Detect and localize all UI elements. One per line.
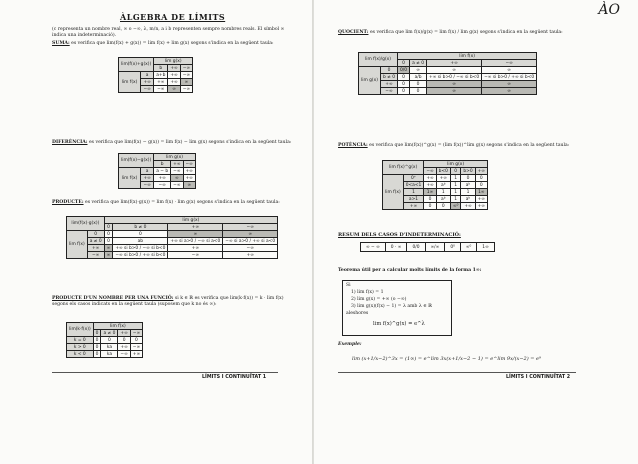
quocient-heading: QUOCIENT:: [338, 30, 369, 35]
exemple-equation: lim (x+1/x−2)^3x = (1∞) = e^lim 3x(x+1/x−2 − 1) = e^lim 9x/(x−2) = e⁹: [352, 356, 542, 362]
table-row-label: 0: [380, 67, 397, 74]
table-cell: ∞: [410, 67, 427, 74]
table-cell: aᵇ: [461, 196, 475, 203]
table-cell: ∞: [427, 67, 482, 74]
teorema-box: [342, 280, 452, 336]
table-col: a ≠ 0: [410, 60, 427, 67]
page-fold: [312, 0, 314, 464]
table-cell: +∞: [168, 79, 180, 86]
left-page: [0, 0, 300, 464]
table-col: −∞: [482, 60, 537, 67]
table-cell: 0: [130, 337, 142, 344]
table-cell: −∞: [180, 72, 192, 79]
table-col: +∞: [427, 60, 482, 67]
table-row-label: +∞: [141, 79, 154, 86]
table-col: +∞: [168, 224, 223, 231]
table-top-header: lim f(x): [93, 323, 142, 330]
table-corner: lim f(x)/g(x): [359, 53, 398, 67]
diferencia-heading: DIFERÈNCIA:: [52, 140, 88, 145]
table-row-label: b ≠ 0: [380, 74, 397, 81]
producte-numero-table: [66, 322, 143, 358]
table-top-header: lim g(x): [154, 58, 193, 65]
table-cell: 0: [101, 337, 118, 344]
table-cell: −∞: [154, 182, 171, 189]
table-row-header: lim f(x): [67, 231, 88, 259]
table-cell: +∞ si a>0 / −∞ si a<0: [168, 238, 223, 245]
indeterminacy-case: 0/0: [407, 243, 425, 252]
diferencia-table: [118, 153, 196, 189]
table-corner: lim(f(x)·g(x)): [67, 217, 105, 231]
table-cell: +∞: [475, 203, 487, 210]
table-cell: +∞: [183, 175, 195, 182]
table-col: b<0: [436, 168, 450, 175]
table-cell: 0/0: [398, 67, 410, 74]
table-row-label: −∞: [141, 86, 154, 93]
table-col: −∞: [130, 330, 142, 337]
right-page: [322, 0, 638, 464]
teorema-result: lim f(x)^g(x) = e^λ: [373, 321, 425, 327]
teorema-line: 1) lim f(x) = 1: [351, 290, 384, 295]
potencia-table: [382, 160, 488, 210]
table-cell: −∞: [154, 86, 168, 93]
table-cell: +∞ si b>0 / −∞ si b<0: [113, 245, 168, 252]
table-row-header: lim f(x): [119, 168, 141, 189]
table-cell: aᵇ: [436, 196, 450, 203]
table-cell: ∞: [223, 231, 278, 238]
table-cell: ∞: [168, 231, 223, 238]
page-footer: LÍMITS I CONTINUÏTAT 2: [506, 375, 571, 380]
table-cell: 0: [410, 88, 427, 95]
table-cell: ∞: [427, 81, 482, 88]
diferencia-text: es verifica que lim(f(x) − g(x)) = lim f(x) − lim g(x) segons s'indica en la següent taula:: [88, 140, 292, 145]
indeterminacy-case: 0⁰: [445, 243, 461, 252]
table-cell: 1: [436, 189, 450, 196]
producte-heading: PRODUCTE:: [52, 200, 84, 205]
table-row-label: −∞: [141, 182, 154, 189]
table-col: b: [154, 65, 168, 72]
table-cell: +∞: [436, 175, 450, 182]
table-cell: 0: [104, 238, 113, 245]
indeterminacy-case: ∞ − ∞: [361, 243, 386, 252]
table-cell: 0: [475, 182, 487, 189]
table-row-label: +∞: [380, 81, 397, 88]
table-cell: +∞: [461, 203, 475, 210]
table-col: 0: [104, 224, 113, 231]
table-cell: 0: [424, 203, 436, 210]
table-cell: 0: [113, 231, 168, 238]
table-cell: ∞: [104, 252, 113, 259]
table-cell: 0: [398, 74, 410, 81]
table-cell: 1: [450, 196, 460, 203]
table-row-label: 0<a<1: [403, 182, 424, 189]
table-row-label: a ≠ 0: [87, 238, 104, 245]
table-col: 0: [398, 60, 410, 67]
table-col: b: [154, 161, 171, 168]
table-cell: 0: [461, 175, 475, 182]
table-cell: +∞: [154, 175, 171, 182]
table-row-label: 1: [403, 189, 424, 196]
table-row-label: +∞: [403, 203, 424, 210]
table-cell: aᵇ: [461, 182, 475, 189]
table-col: +∞: [171, 161, 183, 168]
table-cell: 0: [410, 81, 427, 88]
table-cell: −∞ si a>0 / +∞ si a<0: [223, 238, 278, 245]
table-cell: 0: [104, 231, 113, 238]
table-row-label: +∞: [141, 175, 154, 182]
table-cell: ∞: [482, 88, 537, 95]
table-corner: lim(k·f(x)): [67, 323, 94, 337]
producte-numero-section: [52, 296, 292, 308]
table-col: a ≠ 0: [101, 330, 118, 337]
table-cell: −∞ si b>0 / +∞ si b<0: [482, 74, 537, 81]
teorema-line: aleshores: [346, 311, 369, 316]
quocient-table: [358, 52, 537, 95]
table-corner: lim(f(x)−g(x)): [119, 154, 154, 168]
table-cell: 0: [93, 337, 101, 344]
table-cell: 0: [93, 351, 101, 358]
table-top-header: lim f(x): [398, 53, 537, 60]
table-col: +∞: [168, 65, 180, 72]
table-cell: 1: [450, 175, 460, 182]
potencia-text: es verifica que lim(f(x))^g(x) = (lim f(x))^lim g(x) segons s'indica en la següent taula:: [369, 143, 570, 148]
table-cell: +∞: [183, 168, 195, 175]
table-cell: 0: [398, 88, 410, 95]
table-row-label: a>1: [403, 196, 424, 203]
table-cell: ka: [101, 344, 118, 351]
teorema-line: Si: [346, 283, 351, 288]
table-top-header: lim g(x): [104, 217, 277, 224]
teorema-line: 3) lim g(x)(f(x) − 1) = λ amb λ ∈ ℝ: [351, 304, 432, 309]
indeterminacy-case: ∞⁰: [460, 243, 476, 252]
table-cell: 1: [450, 189, 460, 196]
table-cell: 1∞: [424, 189, 436, 196]
table-cell: −∞: [168, 252, 223, 259]
teorema-line: 2) lim g(x) = +∞ (o −∞): [351, 297, 407, 302]
table-cell: 0: [118, 337, 130, 344]
table-col: b ≠ 0: [113, 224, 168, 231]
resum-heading: RESUM DELS CASOS D'INDETERMINACIÓ:: [338, 232, 461, 238]
table-cell: aᵇ: [436, 182, 450, 189]
table-cell: 0: [398, 81, 410, 88]
table-cell: +∞: [168, 245, 223, 252]
table-row-label: a: [141, 168, 154, 175]
table-cell: ∞: [183, 182, 195, 189]
table-col: −∞: [180, 65, 192, 72]
producte-table: [66, 216, 278, 259]
table-col: b>0: [461, 168, 475, 175]
potencia-section: [338, 143, 588, 149]
table-cell: ∞: [180, 79, 192, 86]
table-cell: −∞ si b>0 / +∞ si b<0: [113, 252, 168, 259]
table-col: +∞: [118, 330, 130, 337]
table-cell: +∞: [475, 196, 487, 203]
table-top-header: lim g(x): [424, 161, 488, 168]
exemple-heading: Exemple:: [338, 342, 362, 347]
table-cell: ∞: [482, 81, 537, 88]
table-cell: +∞: [168, 72, 180, 79]
indeterminacy-case: 1∞: [477, 243, 494, 252]
table-cell: 1: [450, 182, 460, 189]
table-cell: −∞: [180, 86, 192, 93]
table-cell: −∞: [118, 351, 130, 358]
table-row-header: lim f(x): [119, 72, 141, 93]
table-row-label: k = 0: [67, 337, 94, 344]
table-cell: ab: [113, 238, 168, 245]
table-corner: lim f(x)^g(x): [383, 161, 424, 175]
producte-numero-heading: PRODUCTE D'UN NOMBRE PER UNA FUNCIÓ:: [52, 296, 174, 301]
table-row-label: a: [141, 72, 154, 79]
suma-table: [118, 57, 193, 93]
table-row-header: lim f(x): [383, 175, 404, 210]
producte-text: es verifica que lim(f(x)·g(x)) = lim f(x) · lim g(x) segons s'indica en la següent taula:: [85, 200, 280, 205]
table-cell: 0: [475, 175, 487, 182]
table-cell: ∞: [171, 175, 183, 182]
potencia-heading: POTÈNCIA:: [338, 143, 368, 148]
table-cell: a/b: [410, 74, 427, 81]
table-cell: 1: [461, 189, 475, 196]
table-col: −∞: [183, 161, 195, 168]
table-col: −∞: [424, 168, 436, 175]
table-cell: +∞: [424, 182, 436, 189]
table-cell: 0: [424, 196, 436, 203]
table-row-label: −∞: [380, 88, 397, 95]
table-row-label: +∞: [87, 245, 104, 252]
table-cell: a+b: [154, 72, 168, 79]
diferencia-section: [52, 140, 292, 146]
table-cell: ∞: [427, 88, 482, 95]
table-row-label: −∞: [87, 252, 104, 259]
table-cell: +∞: [118, 344, 130, 351]
table-cell: −∞: [171, 182, 183, 189]
quocient-section: [338, 30, 588, 36]
table-cell: ∞: [482, 67, 537, 74]
table-col: 0: [93, 330, 101, 337]
table-cell: 0: [436, 203, 450, 210]
table-cell: ∞: [104, 245, 113, 252]
producte-section: [52, 200, 292, 206]
table-top-header: lim g(x): [154, 154, 196, 161]
table-cell: 0: [93, 344, 101, 351]
footer-rule: [338, 372, 576, 373]
table-cell: +∞: [424, 175, 436, 182]
indeterminacy-case: ∞/∞: [425, 243, 445, 252]
table-cell: 1∞: [475, 189, 487, 196]
teorema-heading: Teorema útil per a calcular molts límits de la forma 1∞:: [338, 268, 482, 273]
table-row-label: k > 0: [67, 344, 94, 351]
table-cell: +∞ si b>0 / −∞ si b<0: [427, 74, 482, 81]
table-cell: ∞⁰: [450, 203, 460, 210]
intro-text: (c representa un nombre real, ∞ o −∞, λ, m/n, a i b representen sempre nombres reals. El símbol ∞ indica una indeterminació).: [52, 27, 285, 38]
table-cell: ∞: [168, 86, 180, 93]
table-row-label: 0: [87, 231, 104, 238]
table-cell: −∞: [130, 344, 142, 351]
page-title: ÀLGEBRA DE LÍMITS: [120, 12, 226, 22]
table-cell: −∞: [223, 245, 278, 252]
resum-table: [360, 242, 495, 252]
table-row-label: 0⁺: [403, 175, 424, 182]
quocient-text: es verifica que lim f(x)/g(x) = lim f(x) / lim g(x) segons s'indica en la següent taula:: [369, 30, 563, 35]
indeterminacy-case: 0 · ∞: [385, 243, 407, 252]
table-row-label: k < 0: [67, 351, 94, 358]
table-cell: +∞: [154, 79, 168, 86]
handwritten-page-mark: ÀO: [598, 2, 620, 18]
producte-numero-text: si k ∈ ℝ es verifica que lim(k·f(x)) = k · lim f(x) segons els casos indicats en la següent taula (suposem que k no és ∞):: [52, 296, 284, 307]
footer-rule: [52, 372, 278, 373]
suma-heading: SUMA:: [52, 41, 70, 46]
table-corner: lim(f(x)+g(x)): [119, 58, 154, 72]
table-row-header: lim g(x): [359, 67, 381, 95]
table-col: 0: [450, 168, 460, 175]
table-cell: −∞: [171, 168, 183, 175]
table-col: +∞: [475, 168, 487, 175]
page-footer: LÍMITS I CONTINUÏTAT 1: [202, 375, 267, 380]
table-cell: +∞: [130, 351, 142, 358]
suma-section: [52, 41, 292, 47]
table-cell: a − b: [154, 168, 171, 175]
table-col: −∞: [223, 224, 278, 231]
table-cell: ka: [101, 351, 118, 358]
table-cell: +∞: [223, 252, 278, 259]
suma-text: es verifica que lim(f(x) + g(x)) = lim f(x) + lim g(x) segons s'indica en la següent taula:: [71, 41, 274, 46]
